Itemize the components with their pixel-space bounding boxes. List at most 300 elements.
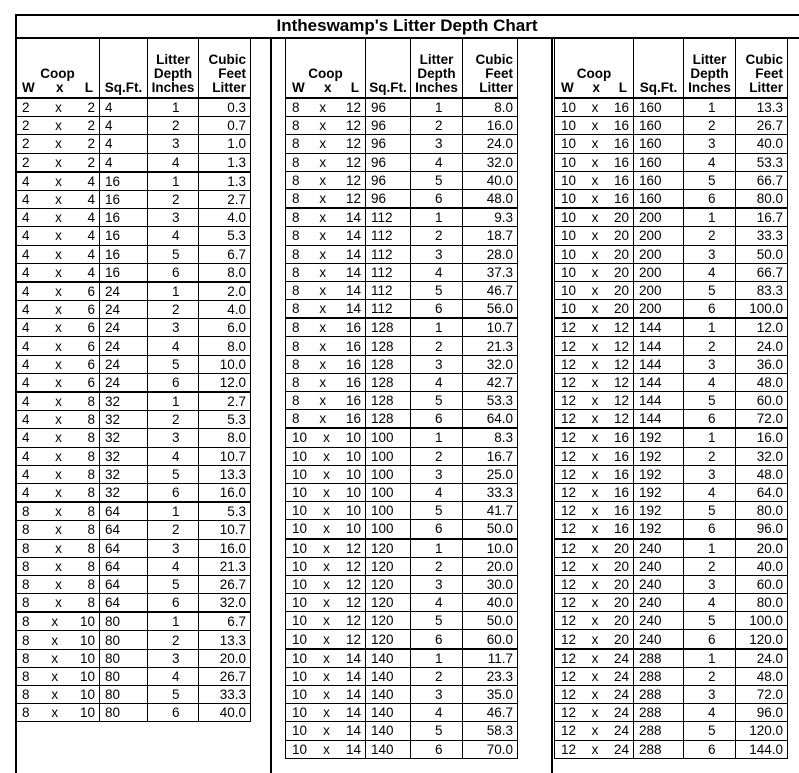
coop-x: x	[51, 687, 59, 703]
sqft-value: 240	[634, 539, 684, 558]
coop-length: 10	[345, 448, 361, 464]
table-row	[16, 539, 251, 557]
table-row	[555, 392, 788, 410]
coop-length: 20	[613, 301, 629, 317]
depth-value: 2	[411, 227, 463, 245]
depth-value: 1	[148, 282, 199, 301]
depth-value: 4	[411, 483, 463, 501]
depth-header: Litter Depth Inches	[411, 39, 463, 98]
coop-size	[286, 281, 366, 299]
cubic-feet-value: 40.0	[463, 594, 518, 612]
coop-size	[555, 153, 634, 171]
coop-width: 10	[292, 668, 308, 684]
coop-length: 12	[613, 320, 629, 336]
coop-x: x	[591, 393, 599, 409]
depth-value: 2	[411, 557, 463, 575]
coop-length: 10	[345, 521, 361, 537]
table-row	[555, 539, 788, 558]
depth-value: 4	[684, 263, 736, 281]
coop-width: 10	[292, 503, 308, 519]
coop-size	[286, 428, 366, 447]
coop-width: 8	[292, 172, 300, 188]
coop-x: x	[591, 430, 599, 446]
coop-length: 10	[79, 705, 95, 721]
coop-width: 8	[22, 687, 30, 703]
sqft-value: 100	[366, 447, 411, 465]
depth-value: 6	[411, 630, 463, 649]
table-row	[16, 612, 251, 631]
table-row	[16, 411, 251, 429]
sqft-value: 160	[634, 117, 684, 135]
depth-value: 4	[148, 337, 199, 355]
depth-value: 2	[148, 411, 199, 429]
coop-size	[16, 483, 100, 502]
coop-x: x	[323, 448, 330, 464]
coop-length: 24	[613, 723, 629, 739]
coop-x: x	[319, 264, 327, 280]
coop-width: 4	[22, 485, 30, 501]
sqft-value: 32	[100, 483, 148, 502]
coop-size	[16, 575, 100, 593]
coop-width: 8	[292, 301, 300, 317]
coop-length: 10	[79, 668, 95, 684]
cubic-feet-value: 10.0	[463, 539, 518, 558]
table-row	[286, 171, 518, 189]
cubic-feet-value: 16.7	[463, 447, 518, 465]
coop-x: x	[591, 613, 599, 629]
cubic-feet-value: 2.7	[199, 190, 251, 208]
sqft-value: 200	[634, 208, 684, 227]
coop-width: 4	[22, 412, 30, 428]
coop-length: 10	[345, 485, 361, 501]
chart-title: Intheswamp's Litter Depth Chart	[15, 14, 799, 39]
table-row	[286, 281, 518, 299]
sqft-value: 96	[366, 189, 411, 208]
coop-width: 4	[22, 356, 30, 372]
table-row	[16, 483, 251, 502]
coop-size	[555, 392, 634, 410]
depth-value: 6	[148, 594, 199, 613]
table-row	[286, 649, 518, 668]
coop-length: 16	[345, 411, 361, 427]
coop-x: x	[591, 741, 599, 757]
coop-x: x	[51, 650, 59, 666]
depth-value: 2	[411, 667, 463, 685]
coop-length: 8	[87, 448, 95, 464]
coop-width: 4	[22, 264, 30, 280]
cubic-feet-value: 20.0	[463, 557, 518, 575]
cubic-feet-value: 23.3	[463, 667, 518, 685]
table-row	[286, 465, 518, 483]
table-row	[16, 227, 251, 245]
coop-length: 12	[345, 118, 361, 134]
coop-size	[16, 153, 100, 172]
sqft-value: 80	[100, 649, 148, 667]
coop-length: 20	[613, 246, 629, 262]
coop-x: x	[55, 320, 62, 336]
table-row	[286, 208, 518, 227]
coop-length: 8	[87, 576, 95, 592]
cubic-feet-value: 32.0	[199, 594, 251, 613]
cubic-feet-value: 0.7	[199, 117, 251, 135]
sqft-value: 16	[100, 190, 148, 208]
sqft-value: 128	[366, 392, 411, 410]
depth-value: 4	[684, 153, 736, 171]
coop-width: 10	[561, 228, 577, 244]
coop-x: x	[319, 374, 327, 390]
sqft-value: 4	[100, 153, 148, 172]
depth-value: 3	[684, 135, 736, 153]
sqft-value: 32	[100, 429, 148, 447]
cubic-feet-value: 32.0	[736, 447, 788, 465]
table-row	[555, 263, 788, 281]
cubic-feet-value: 9.3	[463, 208, 518, 227]
coop-size	[286, 722, 366, 740]
depth-value: 3	[411, 686, 463, 704]
depth-header: Litter Depth Inches	[148, 39, 199, 98]
cubic-feet-value: 60.0	[736, 575, 788, 593]
depth-value: 1	[684, 208, 736, 227]
coop-width: 8	[292, 118, 300, 134]
coop-length: 16	[613, 154, 629, 170]
coop-size	[16, 172, 100, 191]
cubic-feet-value: 10.7	[463, 318, 518, 337]
depth-value: 4	[684, 483, 736, 501]
coop-x: x	[591, 631, 599, 647]
coop-x: x	[55, 485, 62, 501]
sqft-value: 128	[366, 337, 411, 355]
depth-value: 5	[148, 686, 199, 704]
coop-length: 20	[613, 282, 629, 298]
coop-size	[16, 135, 100, 153]
cubic-feet-value: 5.3	[199, 502, 251, 521]
sqft-value: 96	[366, 98, 411, 117]
sqft-value: 240	[634, 630, 684, 649]
coop-x: x	[591, 448, 599, 464]
coop-size	[555, 428, 634, 447]
sqft-value: 80	[100, 704, 148, 722]
coop-length: 12	[345, 576, 361, 592]
coop-width: 10	[561, 100, 577, 116]
depth-value: 1	[148, 172, 199, 191]
coop-width: 8	[292, 191, 300, 207]
table-header-row	[286, 39, 518, 98]
sqft-value: 140	[366, 667, 411, 685]
table-row	[555, 520, 788, 539]
coop-size	[16, 502, 100, 521]
gap-2	[551, 39, 553, 773]
table-row	[286, 245, 518, 263]
depth-value: 3	[148, 319, 199, 337]
sqft-value: 144	[634, 355, 684, 373]
depth-value: 6	[684, 740, 736, 758]
sqft-value: 32	[100, 392, 148, 411]
sqft-value: 112	[366, 227, 411, 245]
table-row	[16, 172, 251, 191]
sqft-value: 288	[634, 722, 684, 740]
coop-x: x	[319, 356, 327, 372]
coop-x: x	[55, 430, 62, 446]
coop-x: x	[55, 448, 62, 464]
coop-width: 12	[561, 687, 577, 703]
coop-x: x	[319, 282, 327, 298]
cubic-feet-value: 11.7	[463, 649, 518, 668]
depth-value: 1	[411, 98, 463, 117]
coop-x: x	[323, 485, 330, 501]
sqft-value: 192	[634, 483, 684, 501]
coop-size	[555, 208, 634, 227]
cubic-feet-value: 2.0	[199, 282, 251, 301]
table-row	[555, 245, 788, 263]
coop-width: 10	[561, 282, 577, 298]
sqft-value: 64	[100, 502, 148, 521]
coop-size	[555, 263, 634, 281]
table-row	[555, 686, 788, 704]
table-row	[555, 373, 788, 391]
sqft-value: 96	[366, 117, 411, 135]
coop-width: 4	[22, 283, 30, 299]
sqft-header: Sq.Ft.	[100, 39, 148, 98]
depth-value: 4	[411, 153, 463, 171]
sqft-value: 200	[634, 300, 684, 319]
sqft-value: 96	[366, 153, 411, 171]
x-label: x	[323, 80, 332, 95]
coop-size	[555, 135, 634, 153]
cubic-feet-value: 46.7	[463, 704, 518, 722]
coop-length: 8	[87, 558, 95, 574]
sqft-value: 120	[366, 594, 411, 612]
table-row	[16, 594, 251, 613]
depth-value: 1	[148, 612, 199, 631]
coop-length: 12	[613, 374, 629, 390]
cubic-feet-value: 20.0	[199, 649, 251, 667]
coop-dims-header	[286, 81, 365, 95]
coop-length: 14	[345, 723, 361, 739]
sqft-value: 16	[100, 227, 148, 245]
coop-length: 4	[87, 264, 95, 280]
coop-size	[16, 282, 100, 301]
sqft-value: 288	[634, 686, 684, 704]
table-row	[555, 355, 788, 373]
sqft-value: 144	[634, 392, 684, 410]
litter-table-2	[285, 39, 518, 759]
litter-table-1	[15, 39, 251, 722]
table-row	[286, 153, 518, 171]
coop-x: x	[323, 521, 330, 537]
coop-length: 16	[345, 320, 361, 336]
depth-value: 6	[684, 300, 736, 319]
coop-width: 12	[561, 705, 577, 721]
coop-length: 10	[345, 503, 361, 519]
coop-width: 10	[561, 136, 577, 152]
coop-length: 6	[87, 320, 95, 336]
coop-size	[16, 704, 100, 722]
sqft-value: 288	[634, 649, 684, 668]
sqft-value: 120	[366, 630, 411, 649]
depth-value: 1	[684, 649, 736, 668]
depth-value: 1	[411, 649, 463, 668]
coop-size	[555, 502, 634, 520]
depth-value: 3	[148, 649, 199, 667]
coop-x: x	[591, 136, 599, 152]
coop-x: x	[55, 228, 62, 244]
coop-width: 10	[292, 595, 308, 611]
coop-x: x	[591, 264, 599, 280]
coop-length: 8	[87, 504, 95, 520]
cubic-feet-value: 80.0	[736, 594, 788, 612]
coop-x: x	[55, 595, 62, 611]
coop-length: 16	[613, 430, 629, 446]
table-row	[286, 575, 518, 593]
coop-x: x	[323, 687, 330, 703]
depth-value: 3	[411, 355, 463, 373]
coop-length: 12	[345, 595, 361, 611]
cubic-feet-header: Cubic Feet Litter	[463, 39, 518, 98]
depth-value: 4	[148, 227, 199, 245]
litter-table-3	[554, 39, 788, 759]
table-row	[286, 189, 518, 208]
cubic-feet-value: 80.0	[736, 502, 788, 520]
coop-x: x	[55, 540, 62, 556]
sqft-value: 128	[366, 410, 411, 429]
coop-x: x	[591, 521, 599, 537]
table-row	[286, 318, 518, 337]
cubic-feet-value: 21.3	[199, 557, 251, 575]
coop-width: 8	[22, 595, 30, 611]
coop-length: 14	[345, 210, 361, 226]
cubic-feet-value: 33.3	[736, 227, 788, 245]
coop-x: x	[55, 356, 62, 372]
cubic-feet-value: 13.3	[736, 98, 788, 117]
coop-length: 14	[345, 264, 361, 280]
coop-size	[286, 520, 366, 539]
coop-length: 12	[345, 136, 361, 152]
sqft-value: 140	[366, 722, 411, 740]
depth-value: 5	[684, 612, 736, 630]
sqft-value: 80	[100, 686, 148, 704]
coop-size	[286, 189, 366, 208]
coop-width: 10	[292, 558, 308, 574]
cubic-feet-value: 40.0	[736, 557, 788, 575]
coop-width: 10	[292, 576, 308, 592]
coop-length: 20	[613, 228, 629, 244]
cubic-feet-header: Cubic Feet Litter	[199, 39, 251, 98]
sqft-value: 100	[366, 465, 411, 483]
coop-width: 12	[561, 723, 577, 739]
coop-size	[16, 337, 100, 355]
table-row	[16, 631, 251, 649]
cubic-feet-value: 70.0	[463, 740, 518, 758]
coop-width: 4	[22, 320, 30, 336]
table-row	[286, 98, 518, 117]
coop-x: x	[319, 393, 327, 409]
coop-x: x	[591, 191, 599, 207]
coop-x: x	[55, 173, 62, 189]
coop-width: 8	[22, 576, 30, 592]
coop-size	[555, 667, 634, 685]
coop-x: x	[591, 356, 599, 372]
depth-value: 5	[411, 612, 463, 630]
coop-length: 20	[613, 264, 629, 280]
sqft-value: 24	[100, 337, 148, 355]
table-row	[16, 575, 251, 593]
depth-value: 5	[411, 722, 463, 740]
coop-x: x	[323, 723, 330, 739]
table-row	[16, 135, 251, 153]
coop-size	[286, 337, 366, 355]
coop-length: 8	[87, 394, 95, 410]
depth-value: 1	[411, 428, 463, 447]
table-row	[16, 98, 251, 117]
coop-length: 4	[87, 246, 95, 262]
cubic-feet-value: 72.0	[736, 686, 788, 704]
coop-length: 14	[345, 228, 361, 244]
depth-value: 5	[684, 281, 736, 299]
table-row	[286, 594, 518, 612]
table-row	[286, 630, 518, 649]
table-row	[555, 189, 788, 208]
cubic-feet-value: 8.3	[463, 428, 518, 447]
coop-width: 8	[22, 614, 30, 630]
cubic-feet-value: 100.0	[736, 300, 788, 319]
cubic-feet-value: 35.0	[463, 686, 518, 704]
depth-value: 1	[148, 98, 199, 117]
coop-size	[286, 447, 366, 465]
coop-width: 12	[561, 595, 577, 611]
coop-width: 12	[561, 374, 577, 390]
table-row	[16, 355, 251, 373]
depth-value: 3	[411, 245, 463, 263]
table-row	[16, 319, 251, 337]
table-row	[286, 428, 518, 447]
sqft-value: 144	[634, 373, 684, 391]
cubic-feet-value: 83.3	[736, 281, 788, 299]
coop-width: 10	[292, 631, 308, 647]
coop-x: x	[319, 154, 327, 170]
coop-size	[555, 520, 634, 539]
coop-length: 24	[613, 650, 629, 666]
coop-width: 12	[561, 466, 577, 482]
coop-size	[286, 686, 366, 704]
cubic-feet-value: 36.0	[736, 355, 788, 373]
sqft-value: 96	[366, 135, 411, 153]
coop-length: 16	[613, 172, 629, 188]
cubic-feet-value: 16.7	[736, 208, 788, 227]
coop-length: 6	[87, 283, 95, 299]
coop-width: 10	[292, 613, 308, 629]
coop-x: x	[319, 301, 327, 317]
sqft-value: 160	[634, 135, 684, 153]
sqft-value: 16	[100, 263, 148, 282]
sqft-value: 144	[634, 318, 684, 337]
coop-length: 14	[345, 687, 361, 703]
sqft-value: 16	[100, 245, 148, 263]
depth-value: 4	[148, 667, 199, 685]
coop-width: 12	[561, 430, 577, 446]
coop-header	[286, 39, 366, 98]
coop-width: 10	[292, 448, 308, 464]
cubic-feet-value: 13.3	[199, 465, 251, 483]
table-row	[16, 301, 251, 319]
sqft-value: 32	[100, 447, 148, 465]
coop-x: x	[319, 246, 327, 262]
coop-label: Coop	[576, 66, 612, 81]
coop-x: x	[55, 100, 62, 116]
coop-size	[16, 411, 100, 429]
coop-x: x	[591, 540, 599, 556]
coop-size	[286, 373, 366, 391]
cubic-feet-value: 4.0	[199, 209, 251, 227]
